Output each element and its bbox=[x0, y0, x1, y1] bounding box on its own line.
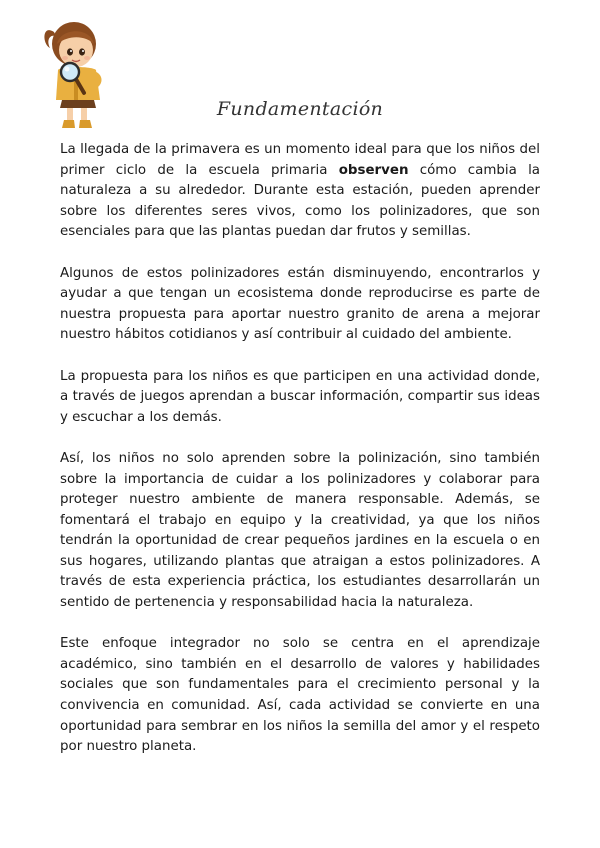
page-title: Fundamentación bbox=[216, 98, 384, 120]
paragraph-2: Algunos de estos polinizadores están disminuyendo, encontrarlos y ayudar a que tengan un ecosistema donde reproducirse es parte de nuestra propuesta para aportar nuestro granito de arena a mejorar nuestro hábitos cotidianos y así contribuir al cuidado del ambiente. bbox=[60, 265, 540, 343]
paragraph-1-text-end: cómo cambia la naturaleza a su alrededor. Durante esta estación, pueden aprender sobre los diferentes seres vivos, como los polinizadores, que son esenciales para que las plantas puedan dar frutos y semillas. bbox=[60, 162, 540, 240]
paragraph-4: Así, los niños no solo aprenden sobre la polinización, sino también sobre la importancia de cuidar a los polinizadores y colaborar para proteger nuestro ambiente de manera responsable. Además, se fomentará el trabajo en equipo y la creatividad, ya que los niños tendrán la oportunidad de crear pequeños jardines en la escuela o en sus hogares, utilizando plantas que atraigan a estos polinizadores. A través de esta experiencia práctica, los estudiantes desarrollarán un sentido de pertenencia y responsabilidad hacia la naturaleza. bbox=[60, 450, 540, 611]
paragraph-1-text-start: La llegada de la primavera es un momento ideal para que los niños del primer ciclo de la escuela primaria bbox=[60, 142, 540, 178]
document-body bbox=[60, 140, 540, 778]
paragraph-1-bold-word: observen bbox=[338, 162, 409, 178]
paragraph-5: Este enfoque integrador no solo se centra en el aprendizaje académico, sino también en el desarrollo de valores y habilidades sociales que son fundamentales para el crecimiento personal y la convivencia en comunidad. Así, cada actividad se convierte en una oportunidad para sembrar en los niños la semilla del amor y el respeto por nuestro planeta. bbox=[60, 636, 540, 755]
paragraph-1 bbox=[60, 140, 540, 243]
paragraph-3: La propuesta para los niños es que participen en una actividad donde, a través de juegos aprendan a buscar información, compartir sus ideas y escuchar a los demás. bbox=[60, 368, 540, 425]
